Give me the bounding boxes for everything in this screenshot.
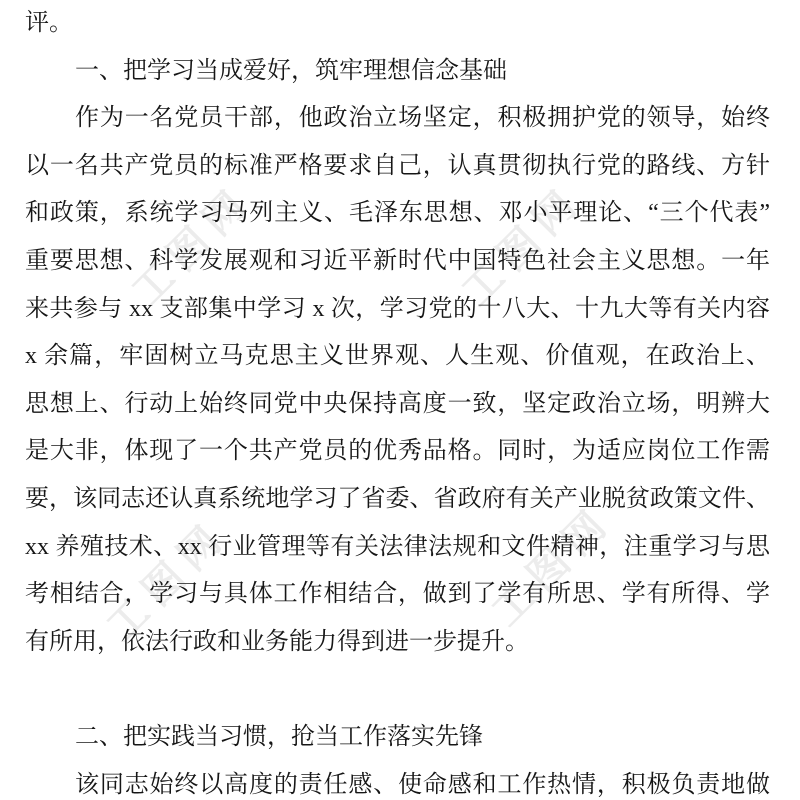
watermark-text: 工图网 bbox=[98, 512, 237, 650]
text-line: x 余篇，牢固树立马克思主义世界观、人生观、价值观，在政治上、 bbox=[25, 343, 770, 370]
section-heading: 一、把学习当成爱好，筑牢理想信念基础 bbox=[75, 57, 507, 84]
text-line: 来共参与 xx 支部集中学习 x 次，学习党的十八大、十九大等有关内容 bbox=[25, 295, 770, 322]
text-line: 有所用，依法行政和业务能力得到进一步提升。 bbox=[25, 628, 529, 655]
text-line: 评。 bbox=[25, 10, 73, 36]
watermark-text: 工图网 bbox=[483, 497, 622, 635]
text-line: 思想上、行动上始终同党中央保持高度一致，坚定政治立场，明辨大 bbox=[25, 390, 770, 417]
section-heading: 二、把实践当习惯，抢当工作落实先锋 bbox=[75, 723, 483, 750]
text-line: 以一名共产党员的标准严格要求自己，认真贯彻执行党的路线、方针 bbox=[25, 152, 770, 179]
text-line: 是大非，体现了一个共产党员的优秀品格。同时，为适应岗位工作需 bbox=[25, 438, 770, 465]
watermark-text: 工图网 bbox=[453, 177, 592, 315]
text-line: 该同志始终以高度的责任感、使命感和工作热情，积极负责地做 bbox=[75, 771, 770, 798]
text-line: 和政策，系统学习马列主义、毛泽东思想、邓小平理论、“三个代表” bbox=[25, 200, 770, 227]
text-line: xx 养殖技术、xx 行业管理等有关法律法规和文件精神，注重学习与思 bbox=[25, 533, 770, 560]
text-layer bbox=[25, 0, 770, 800]
text-line: 考相结合，学习与具体工作相结合，做到了学有所思、学有所得、学 bbox=[25, 581, 770, 608]
watermark-text: 工图网 bbox=[123, 177, 262, 315]
text-line: 要，该同志还认真系统地学习了省委、省政府有关产业脱贫政策文件、 bbox=[25, 485, 770, 512]
blank-line bbox=[25, 666, 770, 714]
text-line: 重要思想、科学发展观和习近平新时代中国特色社会主义思想。一年 bbox=[25, 247, 770, 274]
text-line: 作为一名党员干部，他政治立场坚定，积极拥护党的领导，始终 bbox=[75, 105, 770, 132]
